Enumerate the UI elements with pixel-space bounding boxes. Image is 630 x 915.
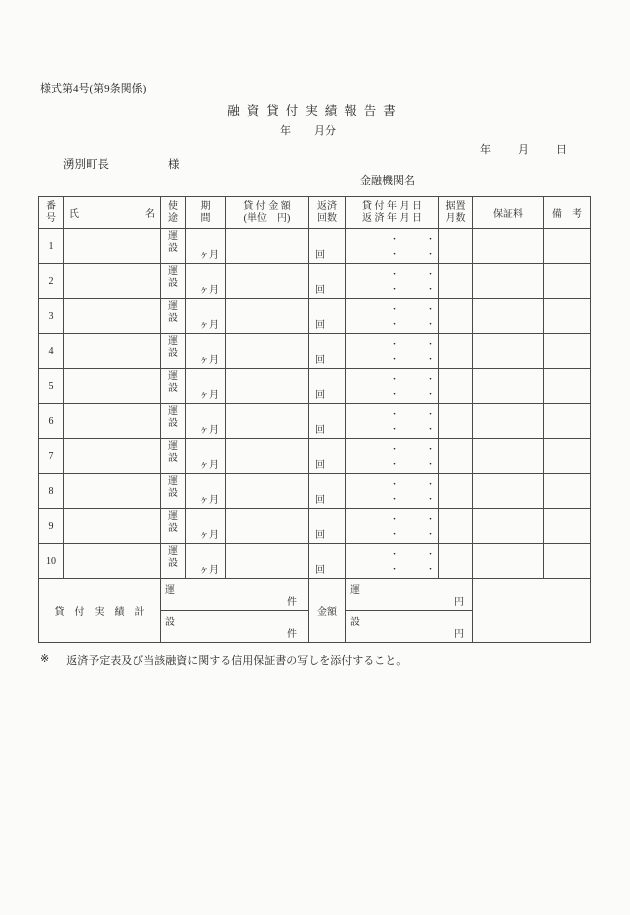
months-unit-label: ヶ月 xyxy=(199,565,219,576)
table-row xyxy=(39,264,591,299)
table-row xyxy=(39,474,591,509)
dates-cell[interactable] xyxy=(346,404,439,439)
usage-cell[interactable] xyxy=(161,264,186,299)
usage-equipment-label: 設 xyxy=(168,452,178,464)
date-day-label: 日 xyxy=(556,144,567,156)
operating-label: 運 xyxy=(350,585,360,596)
period-cell[interactable] xyxy=(186,229,226,264)
dates-cell[interactable] xyxy=(346,299,439,334)
usage-cell[interactable] xyxy=(161,509,186,544)
repayment-times-cell[interactable] xyxy=(309,439,346,474)
usage-operating-label: 運 xyxy=(168,336,178,347)
usage-operating-label: 運 xyxy=(168,301,178,312)
usage-cell[interactable] xyxy=(161,334,186,369)
period-cell[interactable] xyxy=(186,474,226,509)
header-usage: 使 途 xyxy=(161,197,186,229)
usage-cell[interactable] xyxy=(161,404,186,439)
usage-operating-label: 運 xyxy=(168,231,178,242)
loan-date-dots: ・ ・ xyxy=(389,338,435,349)
row-number: 2 xyxy=(39,264,64,299)
usage-equipment-label: 設 xyxy=(168,242,178,254)
usage-operating-label: 運 xyxy=(168,511,178,522)
loan-report-table xyxy=(38,196,591,643)
yen-unit-label: 円 xyxy=(454,629,464,640)
grace-months-cell[interactable] xyxy=(439,404,473,439)
amount-cell[interactable] xyxy=(226,439,309,474)
loan-date-dots: ・ ・ xyxy=(389,373,435,384)
row-number: 1 xyxy=(39,229,64,264)
row-number: 5 xyxy=(39,369,64,404)
repayment-times-cell[interactable] xyxy=(309,404,346,439)
months-unit-label: ヶ月 xyxy=(199,390,219,401)
table-row xyxy=(39,404,591,439)
usage-operating-label: 運 xyxy=(168,266,178,277)
loan-date-dots: ・ ・ xyxy=(389,513,435,524)
yen-unit-label: 円 xyxy=(454,597,464,608)
table-row xyxy=(39,544,591,579)
summary-blank-cell[interactable] xyxy=(473,579,591,643)
times-unit-label: 回 xyxy=(315,355,325,366)
amount-cell[interactable] xyxy=(226,299,309,334)
usage-operating-label: 運 xyxy=(168,441,178,452)
dates-cell[interactable] xyxy=(346,229,439,264)
row-number: 3 xyxy=(39,299,64,334)
amount-cell[interactable] xyxy=(226,369,309,404)
guarantee-fee-cell[interactable] xyxy=(473,544,544,579)
row-number: 10 xyxy=(39,544,64,579)
months-unit-label: ヶ月 xyxy=(199,495,219,506)
name-cell[interactable] xyxy=(64,299,161,334)
date-month-label: 月 xyxy=(518,144,529,156)
repayment-times-cell[interactable] xyxy=(309,474,346,509)
grace-months-cell[interactable] xyxy=(439,474,473,509)
months-unit-label: ヶ月 xyxy=(199,250,219,261)
row-number: 6 xyxy=(39,404,64,439)
dates-cell[interactable] xyxy=(346,544,439,579)
repayment-times-cell[interactable] xyxy=(309,369,346,404)
months-unit-label: ヶ月 xyxy=(199,460,219,471)
count-unit-label: 件 xyxy=(287,629,297,640)
remarks-cell[interactable] xyxy=(544,474,591,509)
summary-operating-amount-cell[interactable] xyxy=(346,579,473,611)
header-amount: 貸 付 金 額 (単位 円) xyxy=(226,197,309,229)
usage-cell[interactable] xyxy=(161,299,186,334)
usage-operating-label: 運 xyxy=(168,546,178,557)
repayment-times-cell[interactable] xyxy=(309,334,346,369)
grace-months-cell[interactable] xyxy=(439,439,473,474)
table-row xyxy=(39,334,591,369)
remarks-cell[interactable] xyxy=(544,509,591,544)
summary-equipment-amount-cell[interactable] xyxy=(346,611,473,643)
amount-cell[interactable] xyxy=(226,334,309,369)
period-cell[interactable] xyxy=(186,299,226,334)
grace-months-cell[interactable] xyxy=(439,509,473,544)
loan-date-dots: ・ ・ xyxy=(389,443,435,454)
repay-date-dots: ・ ・ xyxy=(389,459,435,470)
dates-cell[interactable] xyxy=(346,439,439,474)
grace-months-cell[interactable] xyxy=(439,264,473,299)
usage-cell[interactable] xyxy=(161,229,186,264)
loan-date-dots: ・ ・ xyxy=(389,478,435,489)
header-guarantee-fee: 保証料 xyxy=(473,197,544,229)
institution-name-label: 金融機関名 xyxy=(360,175,415,187)
months-unit-label: ヶ月 xyxy=(199,320,219,331)
usage-equipment-label: 設 xyxy=(168,347,178,359)
usage-operating-label: 運 xyxy=(168,406,178,417)
header-remarks: 備 考 xyxy=(544,197,591,229)
usage-cell[interactable] xyxy=(161,439,186,474)
repay-date-dots: ・ ・ xyxy=(389,564,435,575)
dates-cell[interactable] xyxy=(346,264,439,299)
times-unit-label: 回 xyxy=(315,495,325,506)
grace-months-cell[interactable] xyxy=(439,369,473,404)
row-number: 8 xyxy=(39,474,64,509)
name-cell[interactable] xyxy=(64,229,161,264)
months-unit-label: ヶ月 xyxy=(199,425,219,436)
table-row xyxy=(39,229,591,264)
times-unit-label: 回 xyxy=(315,250,325,261)
name-cell[interactable] xyxy=(64,544,161,579)
amount-cell[interactable] xyxy=(226,404,309,439)
times-unit-label: 回 xyxy=(315,285,325,296)
amount-cell[interactable] xyxy=(226,264,309,299)
header-repayment-times: 返済 回数 xyxy=(309,197,346,229)
header-loan-repay-dates: 貸 付 年 月 日 返 済 年 月 日 xyxy=(346,197,439,229)
usage-equipment-label: 設 xyxy=(168,557,178,569)
usage-equipment-label: 設 xyxy=(168,312,178,324)
loan-date-dots: ・ ・ xyxy=(389,408,435,419)
name-cell[interactable] xyxy=(64,369,161,404)
grace-months-cell[interactable] xyxy=(439,334,473,369)
usage-equipment-label: 設 xyxy=(168,487,178,499)
summary-total-label: 貸 付 実 績 計 xyxy=(39,579,161,643)
summary-equipment-count-cell[interactable] xyxy=(161,611,309,643)
period-cell[interactable] xyxy=(186,264,226,299)
repay-date-dots: ・ ・ xyxy=(389,319,435,330)
months-unit-label: ヶ月 xyxy=(199,285,219,296)
repayment-times-cell[interactable] xyxy=(309,299,346,334)
remarks-cell[interactable] xyxy=(544,299,591,334)
repayment-times-cell[interactable] xyxy=(309,544,346,579)
guarantee-fee-cell[interactable] xyxy=(473,334,544,369)
grace-months-cell[interactable] xyxy=(439,299,473,334)
guarantee-fee-cell[interactable] xyxy=(473,404,544,439)
repayment-times-cell[interactable] xyxy=(309,264,346,299)
report-date-line xyxy=(0,141,630,157)
repay-date-dots: ・ ・ xyxy=(389,389,435,400)
amount-cell[interactable] xyxy=(226,509,309,544)
addressee-honorific: 様 xyxy=(168,159,180,171)
header-number: 番 号 xyxy=(39,197,64,229)
usage-cell[interactable] xyxy=(161,369,186,404)
summary-row-1 xyxy=(39,579,591,611)
loan-date-dots: ・ ・ xyxy=(389,548,435,559)
page-title: 融資貸付実績報告書 xyxy=(227,104,403,118)
usage-cell[interactable] xyxy=(161,544,186,579)
remarks-cell[interactable] xyxy=(544,544,591,579)
remarks-cell[interactable] xyxy=(544,439,591,474)
usage-operating-label: 運 xyxy=(168,476,178,487)
times-unit-label: 回 xyxy=(315,320,325,331)
period-cell[interactable] xyxy=(186,544,226,579)
repayment-times-cell[interactable] xyxy=(309,229,346,264)
usage-cell[interactable] xyxy=(161,474,186,509)
name-cell[interactable] xyxy=(64,474,161,509)
times-unit-label: 回 xyxy=(315,565,325,576)
dates-cell[interactable] xyxy=(346,509,439,544)
repay-date-dots: ・ ・ xyxy=(389,354,435,365)
remarks-cell[interactable] xyxy=(544,334,591,369)
grace-months-cell[interactable] xyxy=(439,544,473,579)
loan-date-dots: ・ ・ xyxy=(389,303,435,314)
amount-cell[interactable] xyxy=(226,474,309,509)
row-number: 7 xyxy=(39,439,64,474)
guarantee-fee-cell[interactable] xyxy=(473,509,544,544)
usage-operating-label: 運 xyxy=(168,371,178,382)
dates-cell[interactable] xyxy=(346,474,439,509)
remarks-cell[interactable] xyxy=(544,369,591,404)
name-cell[interactable] xyxy=(64,334,161,369)
period-cell[interactable] xyxy=(186,369,226,404)
loan-date-dots: ・ ・ xyxy=(389,233,435,244)
repay-date-dots: ・ ・ xyxy=(389,284,435,295)
guarantee-fee-cell[interactable] xyxy=(473,264,544,299)
usage-equipment-label: 設 xyxy=(168,277,178,289)
name-cell[interactable] xyxy=(64,439,161,474)
form-number: 様式第4号(第9条関係) xyxy=(40,83,147,95)
grace-months-cell[interactable] xyxy=(439,229,473,264)
repayment-times-cell[interactable] xyxy=(309,509,346,544)
times-unit-label: 回 xyxy=(315,390,325,401)
months-unit-label: ヶ月 xyxy=(199,530,219,541)
table-body xyxy=(39,229,591,579)
table-row xyxy=(39,439,591,474)
usage-equipment-label: 設 xyxy=(168,417,178,429)
operating-label: 運 xyxy=(165,585,175,596)
usage-equipment-label: 設 xyxy=(168,522,178,534)
name-cell[interactable] xyxy=(64,264,161,299)
header-grace-months: 据置 月数 xyxy=(439,197,473,229)
period-cell[interactable] xyxy=(186,439,226,474)
remarks-cell[interactable] xyxy=(544,404,591,439)
table-row xyxy=(39,369,591,404)
guarantee-fee-cell[interactable] xyxy=(473,474,544,509)
usage-equipment-label: 設 xyxy=(168,382,178,394)
amount-cell[interactable] xyxy=(226,229,309,264)
header-period: 期 間 xyxy=(186,197,226,229)
remarks-cell[interactable] xyxy=(544,229,591,264)
table-row xyxy=(39,509,591,544)
dates-cell[interactable] xyxy=(346,369,439,404)
remarks-cell[interactable] xyxy=(544,264,591,299)
footnote-mark: ※ xyxy=(40,653,50,665)
repay-date-dots: ・ ・ xyxy=(389,424,435,435)
guarantee-fee-cell[interactable] xyxy=(473,369,544,404)
times-unit-label: 回 xyxy=(315,460,325,471)
guarantee-fee-cell[interactable] xyxy=(473,229,544,264)
date-year-label: 年 xyxy=(480,144,491,156)
equipment-label: 設 xyxy=(350,617,360,628)
summary-amount-label: 金額 xyxy=(309,579,346,643)
times-unit-label: 回 xyxy=(315,425,325,436)
period-month-label: 月分 xyxy=(314,125,336,137)
loan-date-dots: ・ ・ xyxy=(389,268,435,279)
count-unit-label: 件 xyxy=(287,597,297,608)
period-year-label: 年 xyxy=(280,125,291,137)
guarantee-fee-cell[interactable] xyxy=(473,299,544,334)
addressee: 湧別町長 xyxy=(63,159,109,171)
table-row xyxy=(39,299,591,334)
guarantee-fee-cell[interactable] xyxy=(473,439,544,474)
name-cell[interactable] xyxy=(64,509,161,544)
repay-date-dots: ・ ・ xyxy=(389,249,435,260)
row-number: 4 xyxy=(39,334,64,369)
summary-section xyxy=(39,579,591,643)
months-unit-label: ヶ月 xyxy=(199,355,219,366)
dates-cell[interactable] xyxy=(346,334,439,369)
repay-date-dots: ・ ・ xyxy=(389,529,435,540)
repay-date-dots: ・ ・ xyxy=(389,494,435,505)
equipment-label: 設 xyxy=(165,617,175,628)
summary-operating-count-cell[interactable] xyxy=(161,579,309,611)
footnote-text: 返済予定表及び当該融資に関する信用保証書の写しを添付すること。 xyxy=(66,655,408,667)
period-cell[interactable] xyxy=(186,334,226,369)
name-cell[interactable] xyxy=(64,404,161,439)
footnote xyxy=(40,652,407,668)
row-number: 9 xyxy=(39,509,64,544)
header-name: 氏 名 xyxy=(64,197,161,229)
times-unit-label: 回 xyxy=(315,530,325,541)
period-cell[interactable] xyxy=(186,509,226,544)
table-header-row xyxy=(39,197,591,229)
period-cell[interactable] xyxy=(186,404,226,439)
amount-cell[interactable] xyxy=(226,544,309,579)
